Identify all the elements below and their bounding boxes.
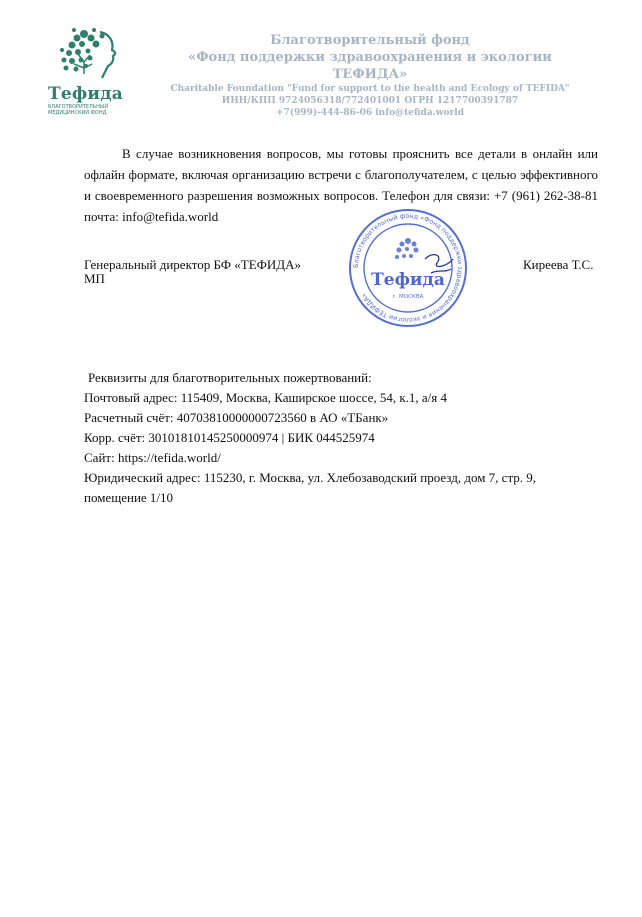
letterhead-line5: +7(999)-444-86-06 info@tefida.world <box>275 108 464 118</box>
tree-head-logo-icon <box>44 22 140 84</box>
corr-account: Корр. счёт: 30101810145250000974 | БИК 044525974 <box>84 430 375 445</box>
requisites-block <box>84 368 604 508</box>
svg-text:Благотворительный фонд «Фонд п <box>352 212 464 324</box>
logo-subtitle-line1: БЛАГОТВОРИТЕЛЬНЫЙ <box>48 104 109 110</box>
requisites-title: Реквизиты для благотворительных пожертвований: <box>88 370 372 385</box>
bank-account: Расчетный счёт: 40703810000000723560 в АО «ТБанк» <box>84 410 389 425</box>
stamp-seal-icon <box>347 207 469 329</box>
website: Сайт: https://tefida.world/ <box>84 450 221 465</box>
stamp-city: г. МОСКВА <box>392 294 424 300</box>
body-paragraph: В случае возникновения вопросов, мы готовы прояснить все детали в онлайн или офлайн формате, включая организацию встречи с благополучателем, с целью эффективного и своевременного разрешения возможных вопросов. Телефон для связи: +7 (961) 262-38-81 почта: info@tefida.world <box>84 146 598 224</box>
director-label: Генеральный директор БФ «ТЕФИДА» <box>84 257 302 272</box>
stamp-ring-text: Благотворительный фонд «Фонд поддержки здравоохранения и экологии ТЕФИДА» <box>351 211 465 325</box>
logo-name: Тефида <box>48 84 123 104</box>
legal-address-line2: помещение 1/10 <box>84 490 174 505</box>
logo-subtitle-line2: МЕДИЦИНСКИЙ ФОНД <box>48 110 107 116</box>
letterhead-line1: Благотворительный фонд <box>270 33 470 48</box>
logo-subtitle <box>48 104 138 116</box>
letterhead <box>150 32 590 119</box>
stamp-center-text: Тефида <box>371 270 445 290</box>
postal-address: Почтовый адрес: 115409, Москва, Каширское шоссе, 54, к.1, а/я 4 <box>84 390 448 405</box>
signatory-name: Киреева Т.С. <box>523 257 594 272</box>
legal-address-line1: Юридический адрес: 115230, г. Москва, ул. Хлебозаводский проезд, дом 7, стр. 9, <box>84 470 537 485</box>
letterhead-line4: ИНН/КПП 9724056318/772401001 ОГРН 1217700391787 <box>221 96 519 106</box>
mp-label: МП <box>84 271 105 286</box>
official-stamp <box>347 207 469 329</box>
letterhead-line2: «Фонд поддержки здравоохранения и экологии ТЕФИДА» <box>188 50 552 82</box>
letterhead-line3: Charitable Foundation "Fund for support to the health and Ecology of TEFIDA" <box>170 84 570 94</box>
